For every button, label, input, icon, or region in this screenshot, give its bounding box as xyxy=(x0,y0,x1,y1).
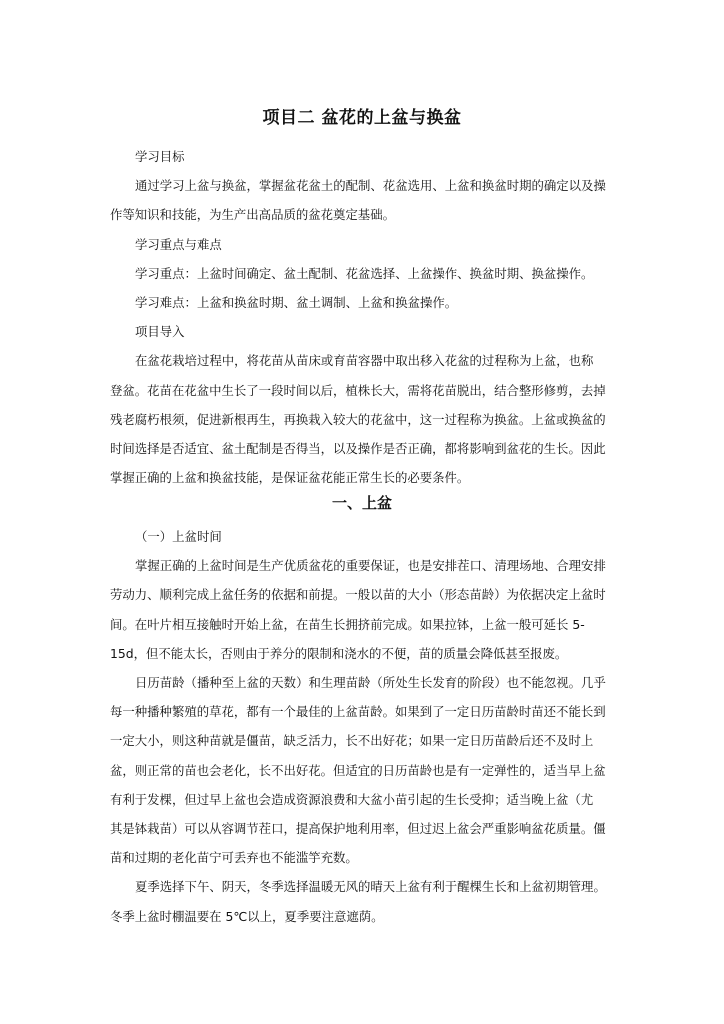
objectives-line: 作等知识和技能，为生产出高品质的盆花奠定基础。 xyxy=(110,207,395,223)
para2-line: 日历苗龄（播种至上盆的天数）和生理苗龄（所处生长发育的阶段）也不能忽视。几乎 xyxy=(135,675,606,691)
page-title: 项目二 盆花的上盆与换盆 xyxy=(262,108,462,128)
objectives-line: 通过学习上盆与换盆，掌握盆花盆土的配制、花盆选用、上盆和换盆时期的确定以及操 xyxy=(135,178,606,194)
intro-line: 在盆花栽培过程中，将花苗从苗床或育苗容器中取出移入花盆的过程称为上盆，也称 xyxy=(135,353,594,369)
para2-line: 盆，则正常的苗也会老化，长不出好花。但适宜的日历苗龄也是有一定弹性的，适当早上盆 xyxy=(110,762,606,778)
para3-line: 冬季上盆时棚温要在 5℃以上，夏季要注意遮荫。 xyxy=(110,908,384,924)
upper-content xyxy=(110,142,616,492)
para2-line: 苗和过期的老化苗宁可丢弃也不能滥竽充数。 xyxy=(110,850,358,866)
para1-line: 掌握正确的上盆时间是生产优质盆花的重要保证，也是安排茬口、清理场地、合理安排 xyxy=(135,558,606,574)
para2-line: 其是钵栽苗）可以从容调节茬口，提高保护地利用率，但过迟上盆会严重影响盆花质量。僵 xyxy=(110,821,606,837)
lower-content xyxy=(110,522,616,931)
intro-line: 残老腐朽根须，促进新根再生，再换栽入较大的花盆中，这一过程称为换盆。上盆或换盆的 xyxy=(110,411,606,427)
subsection-title: （一）上盆时间 xyxy=(135,529,222,544)
para2-line: 一定大小，则这种苗就是僵苗，缺乏活力，长不出好花；如果一定日历苗龄后还不及时上 xyxy=(110,733,594,749)
intro-line: 掌握正确的上盆和换盆技能，是保证盆花能正常生长的必要条件。 xyxy=(110,470,470,486)
difficulties-line: 学习难点：上盆和换盆时期、盆土调制、上盆和换盆操作。 xyxy=(135,295,458,311)
objectives-heading: 学习目标 xyxy=(135,149,185,164)
para1-line: 15d，但不能太长，否则由于养分的限制和浇水的不便，苗的质量会降低甚至报废。 xyxy=(110,645,568,661)
intro-heading: 项目导入 xyxy=(135,324,185,340)
para2-line: 有利于发棵，但过早上盆也会造成资源浪费和大盆小苗引起的生长受抑；适当晚上盆（尤 xyxy=(110,791,594,807)
intro-line: 时间选择是否适宜、盆土配制是否得当，以及操作是否正确，都将影响到盆花的生长。因此 xyxy=(110,441,606,457)
section-title: 一、上盆 xyxy=(331,494,392,512)
keypoints-heading: 学习重点与难点 xyxy=(135,236,222,252)
para1-line: 间。在叶片相互接触时开始上盆，在苗生长拥挤前完成。如果拉钵，上盆一般可延长 5- xyxy=(110,616,585,632)
para1-line: 劳动力、顺利完成上盆任务的依据和前提。一般以苗的大小（形态苗龄）为依据决定上盆时 xyxy=(110,587,606,603)
intro-line: 登盆。花苗在花盆中生长了一段时间以后，植株长大，需将花苗脱出，结合整形修剪，去掉 xyxy=(110,382,606,398)
para3-line: 夏季选择下午、阴天，冬季选择温暖无风的晴天上盆有利于醒棵生长和上盆初期管理。 xyxy=(135,879,606,895)
keypoints-line: 学习重点：上盆时间确定、盆土配制、花盆选择、上盆操作、换盆时期、换盆操作。 xyxy=(135,265,594,281)
para2-line: 每一种播种繁殖的草花，都有一个最佳的上盆苗龄。如果到了一定日历苗龄时苗还不能长到 xyxy=(110,704,606,720)
